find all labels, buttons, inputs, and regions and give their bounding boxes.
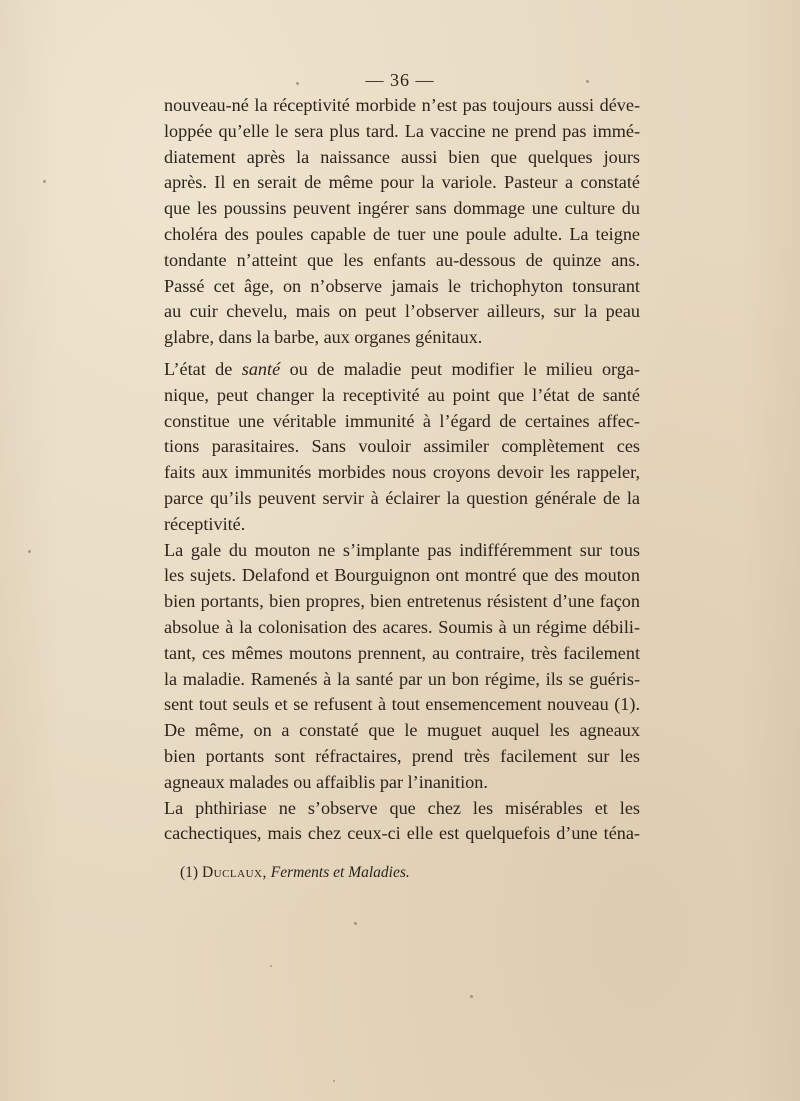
text-line: cachectiques, mais chez ceux-ci elle est quelquefois d’une téna- — [164, 823, 640, 844]
text-line: tant, ces mêmes moutons prennent, au contraire, très facilement — [164, 642, 640, 663]
paragraph-2 — [164, 357, 640, 538]
text-line: tions parasitaires. Sans vouloir assimiler complètement ces — [164, 436, 640, 457]
text-line: faits aux immunités morbides nous croyons devoir les rappeler, — [164, 462, 640, 483]
text-line: bien portants, bien propres, bien entretenus résistent d’une façon — [164, 591, 640, 612]
paper-speck — [354, 922, 357, 925]
text-line: réceptivité. — [164, 513, 246, 534]
text-line: agneaux malades ou affaiblis par l’inanition. — [164, 771, 488, 792]
paper-speck — [586, 80, 589, 83]
text-line: après. Il en serait de même pour la variole. Pasteur a constaté — [164, 172, 640, 193]
paragraph-5 — [164, 796, 640, 848]
italic-word: santé — [241, 358, 281, 379]
text-fragment: ou de maladie peut modifier le milieu orga- — [280, 358, 640, 379]
text-line: choléra des poules capable de tuer une poule adulte. La teigne — [164, 223, 640, 244]
paper-speck — [270, 965, 272, 967]
text-line: absolue à la colonisation des acares. Soumis à un régime débili- — [164, 616, 640, 637]
text-line: sent tout seuls et se refusent à tout ensemencement nouveau (1). — [164, 694, 640, 715]
text-line: parce qu’ils peuvent servir à éclairer la question générale de la — [164, 487, 640, 508]
text-line: La phthiriase ne s’observe que chez les misérables et les — [164, 797, 640, 818]
paper-speck — [333, 1080, 335, 1082]
footnote-author: Duclaux, — [201, 864, 267, 881]
text-line: Passé cet âge, on n’observe jamais le trichophyton tonsurant — [164, 275, 640, 296]
text-line: la maladie. Ramenés à la santé par un bon régime, ils se guéris- — [164, 668, 640, 689]
text-line: que les poussins peuvent ingérer sans dommage une culture du — [164, 198, 640, 219]
text-line: De même, on a constaté que le muguet auquel les agneaux — [164, 720, 640, 741]
footnote-title: Ferments et Maladies. — [270, 864, 410, 881]
paper-speck — [470, 995, 473, 998]
text-line: nique, peut changer la receptivité au point que l’état de santé — [164, 384, 640, 405]
body-text — [164, 93, 640, 847]
text-line: constitue une véritable immunité à l’égard de certaines affec- — [164, 410, 640, 431]
text-line: au cuir chevelu, mais on peut l’observer ailleurs, sur la peau — [164, 301, 640, 322]
text-line: tondante n’atteint que les enfants au-dessous de quinze ans. — [164, 249, 640, 270]
paper-speck — [296, 82, 299, 85]
text-line: glabre, dans la barbe, aux organes génitaux. — [164, 327, 483, 348]
page-number: — 36 — — [365, 70, 435, 90]
text-line: La gale du mouton ne s’implante pas indifféremment sur tous — [164, 539, 640, 560]
paragraph-4 — [164, 718, 640, 795]
paragraph-3 — [164, 538, 640, 719]
paper-speck — [28, 550, 31, 553]
text-line: nouveau-né la réceptivité morbide n’est pas toujours aussi déve- — [164, 95, 640, 115]
text-line — [164, 357, 640, 383]
footnote-marker: (1) — [180, 864, 199, 881]
text-line: diatement après la naissance aussi bien que quelques jours — [164, 146, 640, 167]
footnote — [180, 862, 640, 884]
paper-speck — [43, 180, 46, 183]
paragraph-1 — [164, 93, 640, 351]
text-line: les sujets. Delafond et Bourguignon ont montré que des mouton — [164, 565, 640, 586]
text-fragment: L’état de — [164, 358, 242, 379]
text-line: loppée qu’elle le sera plus tard. La vaccine ne prend pas immé- — [164, 120, 640, 141]
text-line: bien portants sont réfractaires, prend très facilement sur les — [164, 745, 640, 766]
